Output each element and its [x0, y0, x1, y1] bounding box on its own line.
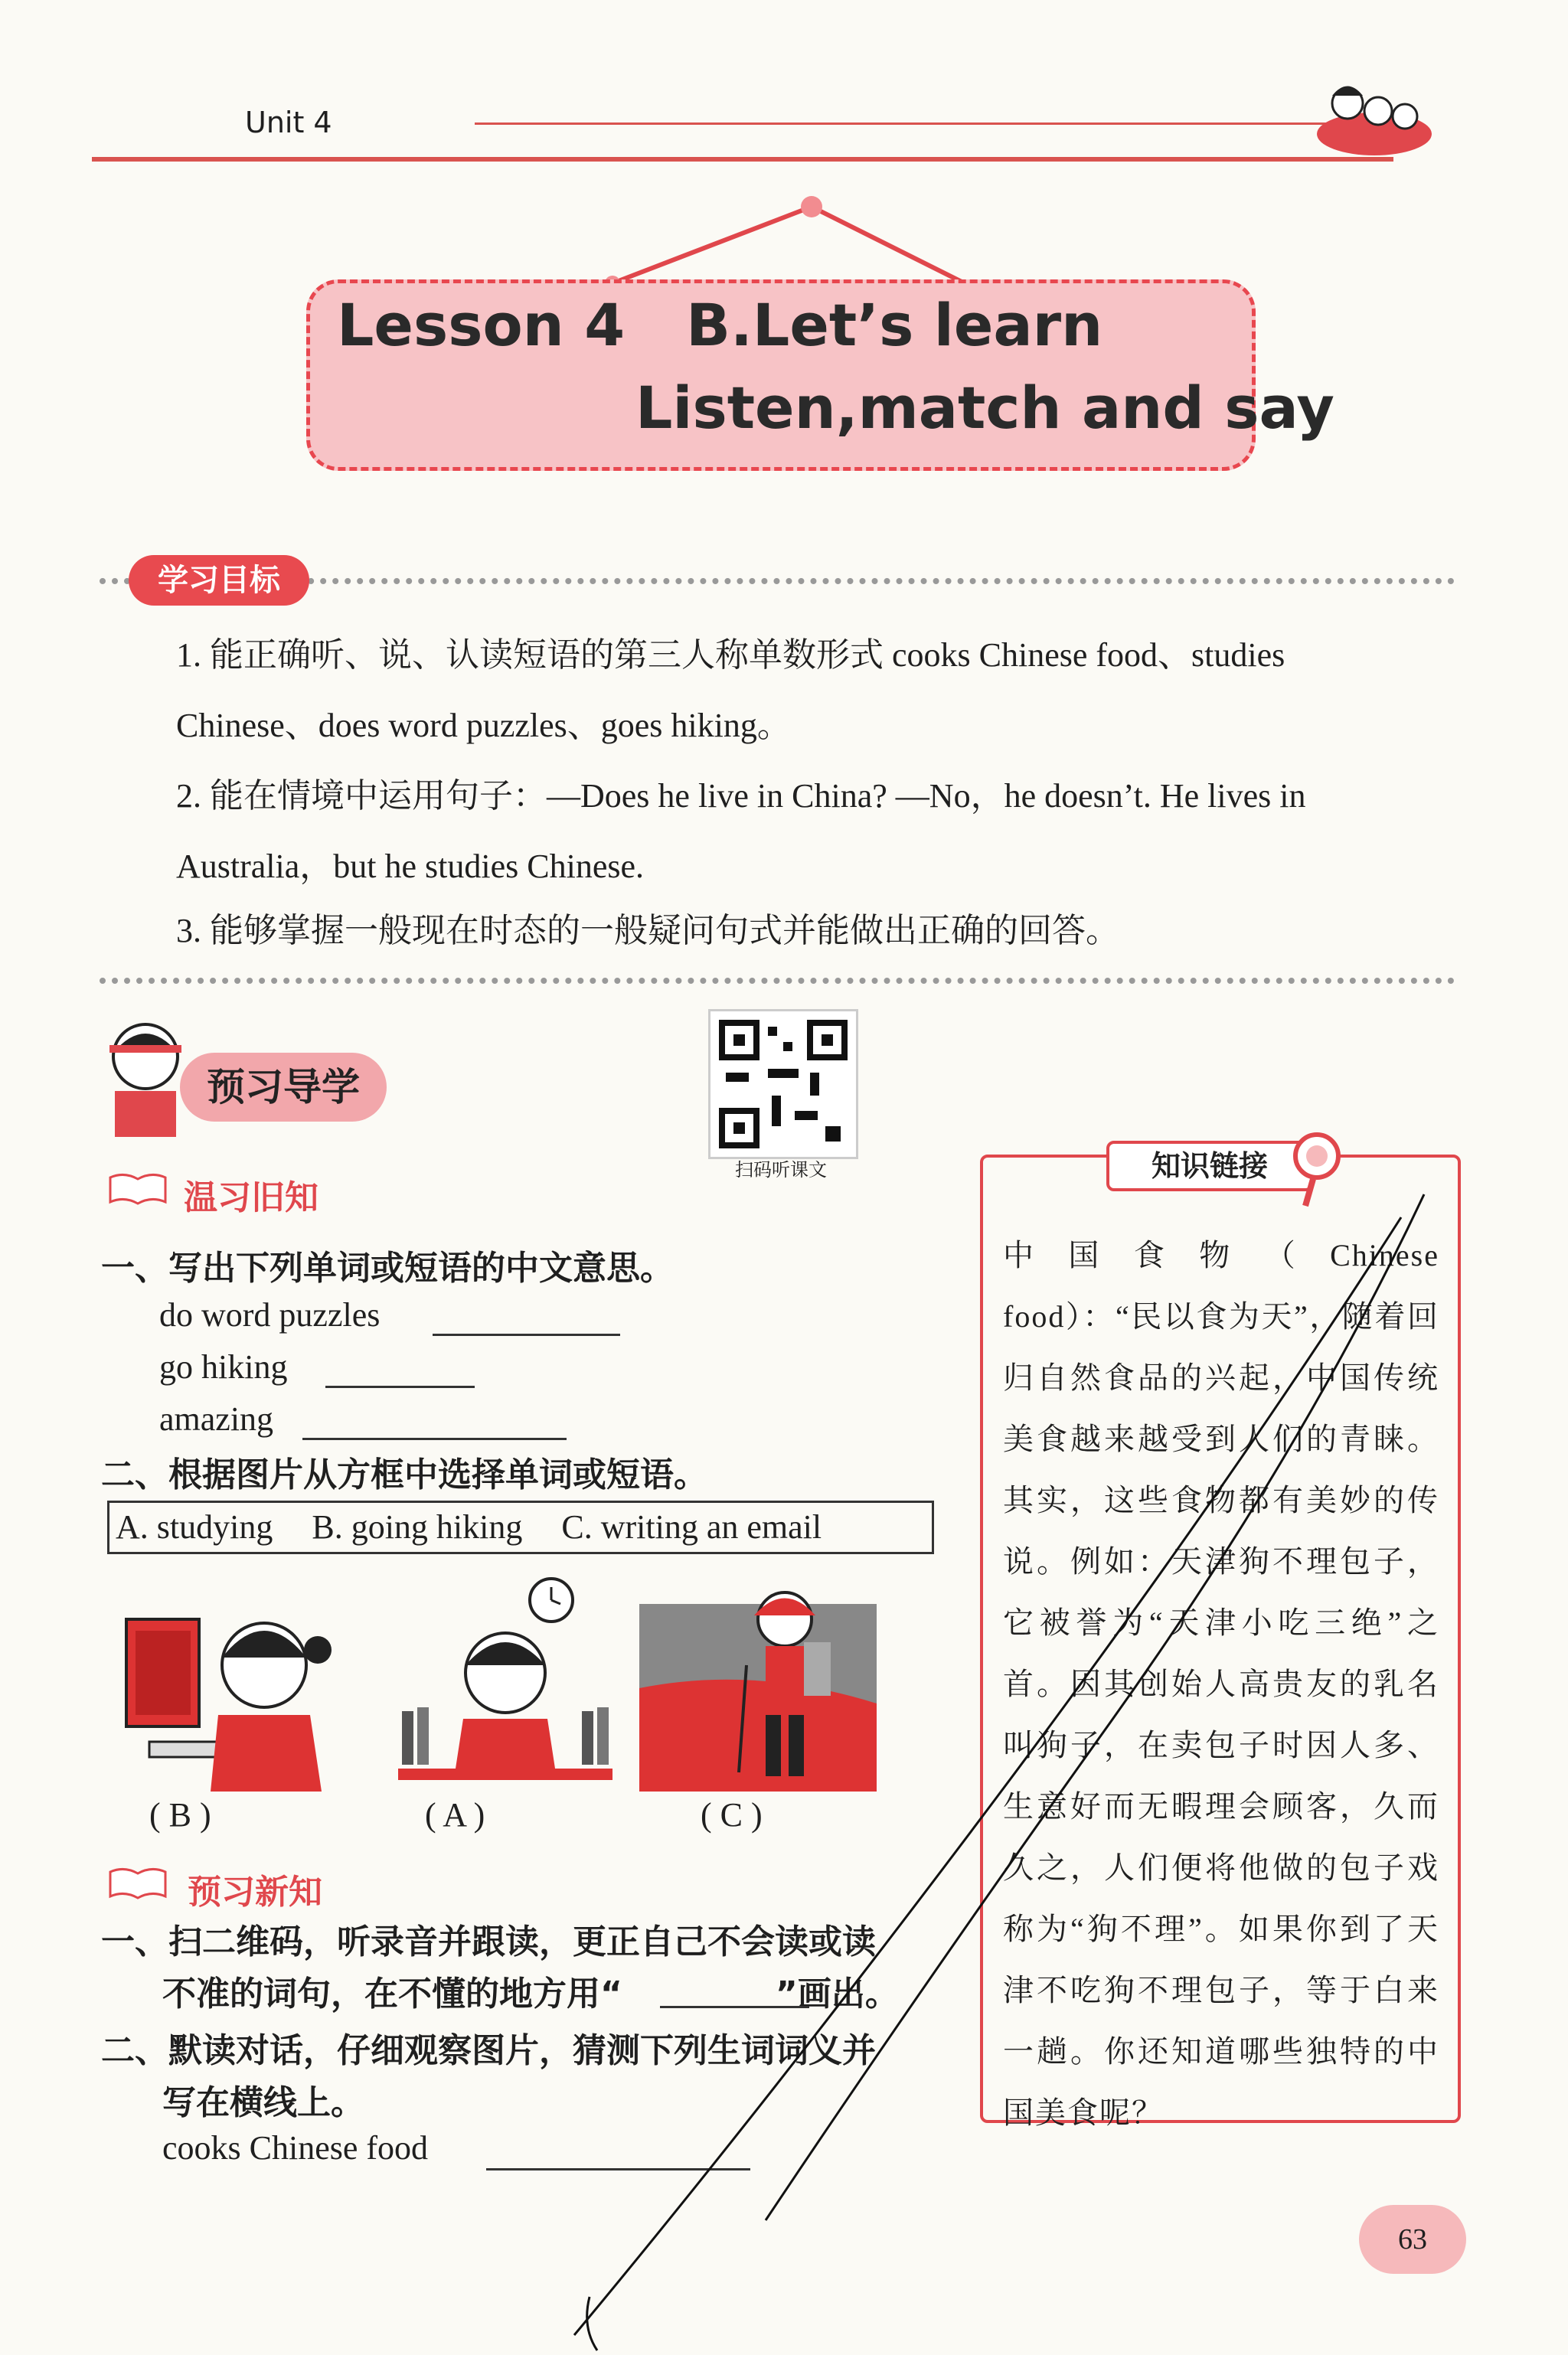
option-b: B. going hiking — [312, 1508, 523, 1546]
lesson-part: B.Let’s learn — [686, 291, 1103, 359]
answer-paren-1[interactable]: ( B ) — [149, 1796, 211, 1834]
question-2: 二、根据图片从方框中选择单词或短语。 — [101, 1455, 707, 1494]
question-3-end: ”画出。 — [775, 1974, 899, 2014]
question-3-text: 不准的词句，在不懂的地方用“ — [162, 1974, 622, 2014]
vocab-item: go hiking — [159, 1348, 288, 1386]
new-heading: 预习新知 — [188, 1873, 322, 1912]
objective-item: 1. 能正确听、说、认读短语的第三人称单数形式 cooks Chinese food、studies Chinese、does word puzzles、goes hiking。 — [176, 636, 1285, 744]
lesson-title-line2: Listen,match and say — [635, 374, 1334, 442]
option-c: C. writing an email — [561, 1508, 822, 1546]
vocab-item: cooks Chinese food — [162, 2129, 429, 2167]
lesson-number: Lesson 4 — [337, 291, 626, 359]
objectives-badge: 学习目标 — [129, 555, 309, 606]
vocab-item: amazing — [159, 1400, 274, 1438]
question-3: 一、扫二维码，听录音并跟读，更正自己不会读或读 — [101, 1922, 876, 1961]
question-1: 一、写出下列单词或短语的中文意思。 — [101, 1249, 674, 1288]
preview-badge: 预习导学 — [180, 1053, 387, 1122]
question-4-cont: 写在横线上。 — [162, 2083, 364, 2122]
vocab-item: do word puzzles — [159, 1296, 381, 1334]
qr-caption: 扫码听课文 — [735, 1159, 827, 1181]
option-a: A. studying — [116, 1508, 273, 1546]
review-heading: 温习旧知 — [184, 1178, 318, 1217]
knowledge-text: 中国食物（Chinese food）：“民以食为天”，随着回归自然食品的兴起，中国传统美食越来越受到人们的青睐。其实，这些食物都有美妙的传说。例如：天津狗不理包子，它被誉为“天津小吃三绝”之首。因其创始人高贵友的乳名叫狗子，在卖包子时因人多、生意好而无暇理会顾客，久而久之，人们便将他做的包子戏称为“狗不理”。如果你到了天津不吃狗不理包子，等于白来一趟。你还知道哪些独特的中国美食呢？ — [1003, 1238, 1439, 2130]
knowledge-title: 知识链接 — [1106, 1141, 1313, 1191]
page-number: 63 — [1359, 2205, 1466, 2274]
question-4: 二、默读对话，仔细观察图片，猜测下列生词词义并 — [101, 2031, 876, 2070]
answer-paren-3[interactable]: ( C ) — [701, 1796, 763, 1834]
objective-item: 2. 能在情境中运用句子：—Does he live in China? —No，he doesn’t. He lives in Australia，but he studies Chinese. — [176, 777, 1306, 885]
objective-item: 3. 能够掌握一般现在时态的一般疑问句式并能做出正确的回答。 — [176, 912, 1119, 949]
unit-label: Unit 4 — [245, 106, 332, 139]
answer-paren-2[interactable]: ( A ) — [425, 1796, 485, 1834]
